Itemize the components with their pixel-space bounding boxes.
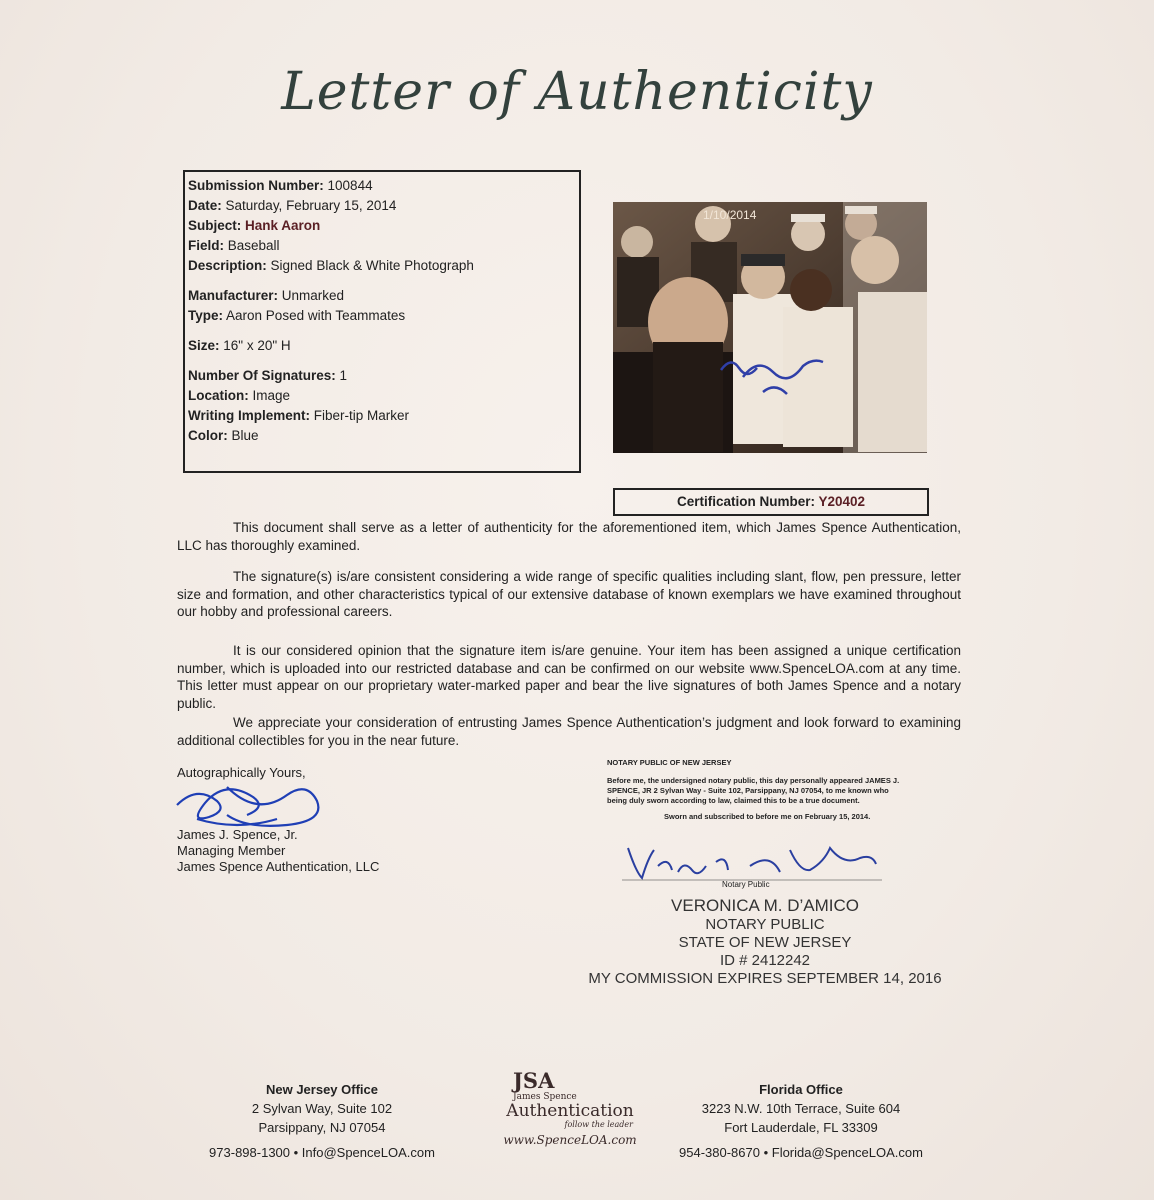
notary-stamp-title: NOTARY PUBLIC bbox=[705, 916, 825, 933]
submission-row: Submission Number: 100844 bbox=[188, 178, 373, 193]
notary-statement: Before me, the undersigned notary public, this day personally appeared JAMES J. SPENCE, JR 2 Sylvan Way - Suite 102, Parsippany, NJ 07054, to me known who being duly sworn according to law, claimed this to be a true document. bbox=[607, 776, 900, 805]
manufacturer-row: Manufacturer: Unmarked bbox=[188, 288, 345, 303]
certification-label: Certification Number: bbox=[676, 494, 815, 509]
signed-photograph bbox=[613, 202, 927, 453]
notary-heading: NOTARY PUBLIC OF NEW JERSEY bbox=[607, 758, 732, 767]
photo-date-stamp: 1/10/2014 bbox=[703, 208, 757, 222]
paragraph-3: It is our considered opinion that the signature item is/are genuine. Your item has been assigned a unique certification number, which is uploaded into our restricted database and can be confirmed on our website www.SpenceLOA.com at any time. This letter must appear on our proprietary water-marked paper and bear the live signatures of both James Spence and a notary public. bbox=[177, 643, 961, 711]
size-row: Size: 16" x 20" H bbox=[188, 338, 291, 353]
nj-office-contact: 973-898-1300 • Info@SpenceLOA.com bbox=[209, 1145, 435, 1160]
closing-line: Autographically Yours, bbox=[177, 765, 306, 780]
nj-office-block bbox=[187, 1080, 457, 1162]
jsa-logo-mark: JSA bbox=[513, 1068, 555, 1093]
photo-illustration bbox=[613, 202, 927, 453]
date-row: Date: Saturday, February 15, 2014 bbox=[188, 198, 397, 213]
notary-stamp-state: STATE OF NEW JERSEY bbox=[678, 934, 852, 951]
jsa-logo-url: www.SpenceLOA.com bbox=[503, 1133, 637, 1147]
signer-name: James J. Spence, Jr. bbox=[177, 827, 298, 842]
paragraph-4: We appreciate your consideration of entrusting James Spence Authentication’s judgment and look forward to examining additional collectibles for you in the near future. bbox=[177, 715, 961, 748]
notary-stamp bbox=[580, 896, 950, 988]
signer-role: Managing Member bbox=[177, 843, 286, 858]
fl-office-address2: Fort Lauderdale, FL 33309 bbox=[724, 1120, 878, 1135]
fl-office-contact: 954-380-8670 • Florida@SpenceLOA.com bbox=[679, 1145, 923, 1160]
jsa-logo-sub: James Spence bbox=[513, 1092, 577, 1102]
notary-statement-block bbox=[607, 758, 907, 822]
notary-stamp-name: VERONICA M. D’AMICO bbox=[671, 896, 859, 915]
notary-stamp-id: ID # 2412242 bbox=[719, 952, 811, 969]
subject-row: Subject: Hank Aaron bbox=[188, 218, 321, 233]
implement-row: Writing Implement: Fiber-tip Marker bbox=[188, 408, 410, 423]
fl-office-block bbox=[676, 1080, 926, 1162]
signer-block bbox=[177, 765, 379, 875]
item-info-box bbox=[183, 170, 581, 473]
notary-sworn-line: Sworn and subscribed to before me on February 15, 2014. bbox=[664, 812, 871, 821]
page-title: Letter of Authenticity bbox=[281, 62, 873, 122]
nj-office-title: New Jersey Office bbox=[265, 1082, 378, 1097]
jsa-logo-name: Authentication bbox=[506, 1101, 634, 1121]
nj-office-address2: Parsippany, NJ 07054 bbox=[258, 1120, 386, 1135]
fl-office-address1: 3223 N.W. 10th Terrace, Suite 604 bbox=[701, 1101, 901, 1116]
paragraph-2: The signature(s) is/are consistent considering a wide range of specific qualities including slant, flow, pen pressure, letter size and formation, and other characteristics typical of our extensive database of known exemplars we have examined throughout our hobby and professional careers. bbox=[177, 569, 961, 619]
certification-value: Y20402 bbox=[818, 494, 866, 509]
fl-office-title: Florida Office bbox=[759, 1082, 843, 1097]
type-row: Type: Aaron Posed with Teammates bbox=[188, 308, 406, 323]
signer-company: James Spence Authentication, LLC bbox=[177, 859, 380, 874]
location-row: Location: Image bbox=[188, 388, 291, 403]
certification-number-box bbox=[613, 488, 929, 516]
description-row: Description: Signed Black & White Photograph bbox=[188, 258, 474, 273]
notary-stamp-expiry: MY COMMISSION EXPIRES SEPTEMBER 14, 2016 bbox=[588, 970, 942, 987]
color-row: Color: Blue bbox=[188, 428, 259, 443]
signatures-row: Number Of Signatures: 1 bbox=[188, 368, 348, 383]
jsa-logo-tagline: follow the leader bbox=[564, 1120, 633, 1129]
paragraph-1: This document shall serve as a letter of authenticity for the aforementioned item, which James Spence Authentication, LLC has thoroughly examined. bbox=[177, 520, 961, 553]
field-row: Field: Baseball bbox=[188, 238, 280, 253]
nj-office-address1: 2 Sylvan Way, Suite 102 bbox=[251, 1101, 393, 1116]
jsa-logo bbox=[485, 1070, 655, 1148]
spence-signature bbox=[167, 775, 337, 835]
notary-signature-caption: Notary Public bbox=[722, 880, 770, 889]
